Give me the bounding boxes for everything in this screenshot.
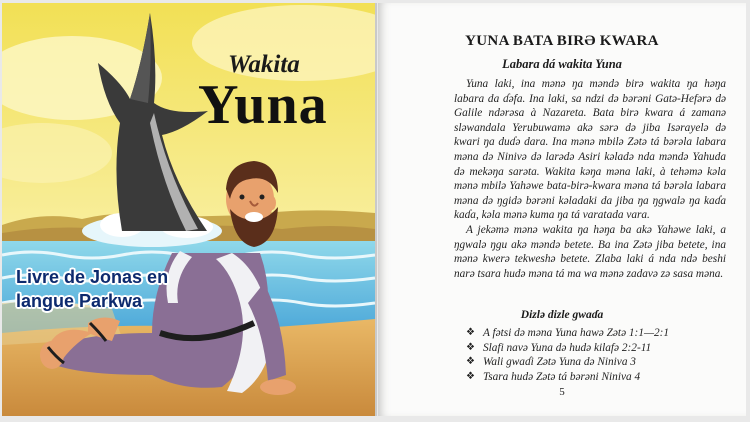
toc-item-label: Wali gwaɗi Zətə Yuna də Niniva 3 [483, 356, 636, 369]
page-number: 5 [559, 386, 565, 398]
toc-item [466, 326, 726, 341]
toc-heading: Dizlə dizle gwaɗa [520, 309, 604, 321]
body-text [454, 77, 726, 281]
text-page [378, 3, 746, 416]
diamond-bullet-icon: ❖ [466, 341, 475, 353]
toc-list [466, 326, 726, 384]
toc-item-label: Slafi navə Yuna də hudə kilafə 2:2-11 [483, 341, 652, 354]
toc-item [466, 370, 726, 385]
paragraph: A jekəmə mənə wakita ŋa həŋa ba akə Yahəwe laki, a ŋgwalə ŋgu akə məndə betete. Ba ina Zətə jiba betete, ina mənə kwerə tekweshə betete. Zlaba laki á nda ndə beshi narə tsara hudə məna tá ma wa mənə zadavə zə sasa məna. [454, 223, 726, 280]
page-subheading: Labara dá wakita Yuna [502, 57, 622, 71]
diamond-bullet-icon: ❖ [466, 327, 475, 338]
cover-illustration [2, 3, 375, 416]
cover-subtitle: Livre de Jonas en langue Parkwa [16, 267, 169, 311]
cover-title: Yuna [198, 74, 328, 136]
diamond-bullet-icon: ❖ [466, 356, 475, 368]
cover-kicker: Wakita [228, 51, 300, 78]
toc-item [466, 355, 726, 370]
diamond-bullet-icon: ❖ [466, 370, 475, 382]
book-cover [2, 3, 377, 416]
toc-item-label: A fətsi də məna Yuna hawə Zətə 1:1—2:1 [483, 327, 670, 339]
toc-item [466, 341, 726, 356]
paragraph: Yuna laki, ina mənə ŋa məndə birə wakita ŋa həŋa labara da ɗəfa. Ina laki, sa ndzi də bərəni Gatə-Hefərə də Galile ndərəsa à Nazareta. Bata birə kwara á zamanə sləwandala Yerubuwamə akə sərə də jiba Isərayelə də kwari ŋa duɗə dara. Ina mənə mbilə Zətə tá bərəla labara məna də Ninivə də larədə Asiri kəladə nda məndə Yahuda də mekəŋa sarəta. Wakita kəŋa məna laki, à tehəmə kəla mənə mbilə Yahəwe bata-birə-kwara məna tá bərəla labara məna də ŋgidə bərəni kəladaki da jiba ŋa ŋgwalə ŋa kaɗa kaɗa, kəla mənə kuma ŋa tá varatada vara. [454, 78, 726, 222]
toc-item-label: Tsara hudə Zətə tá bərəni Niniva 4 [483, 370, 641, 383]
page-heading: YUNA BATA BIRƏ KWARA [465, 33, 659, 49]
